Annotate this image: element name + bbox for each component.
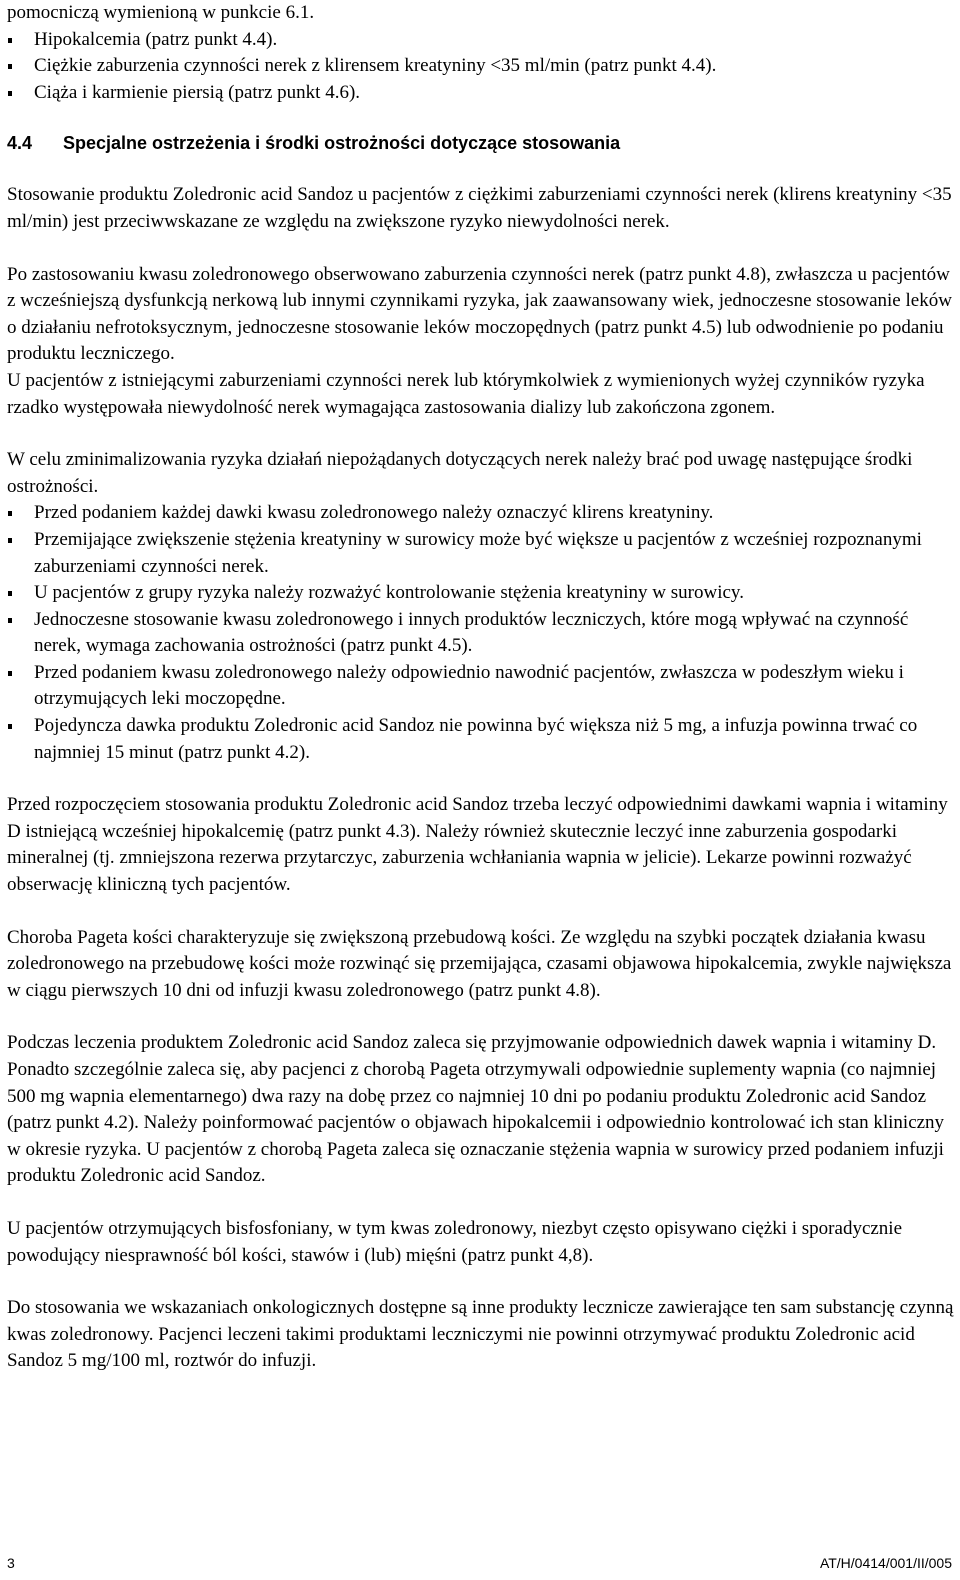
document-page: [7, 0, 955, 1375]
paragraph: U pacjentów z istniejącymi zaburzeniami czynności nerek lub którymkolwiek z wymienionych wyżej czynników ryzyka rzadko występowała niewydolność nerek wymagająca zastosowania dializy lub zakończona zgonem.: [7, 369, 925, 418]
paragraph: U pacjentów otrzymujących bisfosfoniany, w tym kwas zoledronowy, niezbyt często opisywano ciężki i sporadycznie powodujący niesprawność ból kości, stawów i (lub) mięśni (patrz punkt 4,8).: [7, 1217, 903, 1266]
paragraph: Choroba Pageta kości charakteryzuje się zwiększoną przebudową kości. Ze względu na szybki początek działania kwasu zoledronowego na przebudowę kości może rozwinąć się przemijająca, czasami objawowa hipokalcemia, zwykle największa w ciągu pierwszych 10 dni od infuzji kwasu zoledronowego (patrz punkt 4.8).: [7, 926, 952, 1001]
list-item: U pacjentów z grupy ryzyka należy rozważyć kontrolowanie stężenia kreatyniny w surowicy.: [7, 580, 955, 607]
list-item: Jednoczesne stosowanie kwasu zoledronowego i innych produktów leczniczych, które mogą wpływać na czynność nerek, wymaga zachowania ostrożności (patrz punkt 4.5).: [7, 607, 955, 660]
section-heading: [7, 130, 955, 156]
page-number: 3: [7, 1555, 15, 1571]
paragraph: Stosowanie produktu Zoledronic acid Sandoz u pacjentów z ciężkimi zaburzeniami czynności nerek (klirens kreatyniny <35 ml/min) jest przeciwwskazane ze względu na zwiększone ryzyko niewydolności nerek.: [7, 184, 952, 232]
continuation-text: pomocniczą wymienioną w punkcie 6.1.: [7, 2, 315, 23]
paragraph: Podczas leczenia produktem Zoledronic acid Sandoz zaleca się przyjmowanie odpowiednich dawek wapnia i witaminy D. Ponadto szczególnie zaleca się, aby pacjenci z chorobą Pageta otrzymywali odpowiednie suplementy wapnia (co najmniej 500 mg wapnia elementarnego) dwa razy na dobę przez co najmniej 10 dni po podaniu produktu Zoledronic acid Sandoz (patrz punkt 4.2). Należy poinformować pacjentów o objawach hipokalcemii i odpowiednio kontrolować ich stan kliniczny w okresie ryzyka. U pacjentów z chorobą Pageta zaleca się oznaczanie stężenia wapnia w surowicy przed podaniem infuzji produktu Zoledronic acid Sandoz.: [7, 1032, 945, 1187]
list-item: Przed podaniem każdej dawki kwasu zoledronowego należy oznaczyć klirens kreatyniny.: [7, 500, 955, 527]
paragraph: Przed rozpoczęciem stosowania produktu Zoledronic acid Sandoz trzeba leczyć odpowiednimi dawkami wapnia i witaminy D istniejącą wcześniej hipokalcemię (patrz punkt 4.3). Należy również skutecznie leczyć inne zaburzenia gospodarki mineralnej (tj. zmniejszona rezerwa przytarczyc, zaburzenia wchłaniania wapnia w jelicie). Lekarze powinni rozważyć obserwację kliniczną tych pacjentów.: [7, 794, 948, 896]
list-item: Przemijające zwiększenie stężenia kreatyniny w surowicy może być większe u pacjentów z wcześniej rozpoznanymi zaburzeniami czynności nerek.: [7, 527, 955, 580]
section-number: 4.4: [7, 133, 33, 154]
list-item: Przed podaniem kwasu zoledronowego należy odpowiednio nawodnić pacjentów, zwłaszcza w podeszłym wieku i otrzymujących leki moczopędne.: [7, 660, 955, 713]
precautions-list: [7, 500, 955, 766]
paragraph: Po zastosowaniu kwasu zoledronowego obserwowano zaburzenia czynności nerek (patrz punkt 4.8), zwłaszcza u pacjentów z wcześniejszą dysfunkcją nerkową lub innymi czynnikami ryzyka, jak zaawansowany wiek, jednoczesne stosowanie leków o działaniu nefrotoksycznym, jednoczesne stosowanie leków moczopędnych (patrz punkt 4.5) lub odwodnienie po podaniu produktu leczniczego.: [7, 263, 952, 365]
list-item: Ciężkie zaburzenia czynności nerek z klirensem kreatyniny <35 ml/min (patrz punkt 4.4).: [7, 53, 955, 80]
list-item: Hipokalcemia (patrz punkt 4.4).: [7, 27, 955, 54]
list-item: Pojedyncza dawka produktu Zoledronic acid Sandoz nie powinna być większa niż 5 mg, a infuzja powinna trwać co najmniej 15 minut (patrz punkt 4.2).: [7, 713, 955, 766]
paragraph: Do stosowania we wskazaniach onkologicznych dostępne są inne produkty lecznicze zawierające ten sam substancję czynną kwas zoledronowy. Pacjenci leczeni takimi produktami leczniczymi nie powinni otrzymywać produktu Zoledronic acid Sandoz 5 mg/100 ml, roztwór do infuzji.: [7, 1297, 954, 1372]
contraindication-list: [7, 27, 955, 107]
section-title: Specjalne ostrzeżenia i środki ostrożności dotyczące stosowania: [63, 133, 621, 154]
document-code: AT/H/0414/001/II/005: [819, 1555, 952, 1571]
list-item: Ciąża i karmienie piersią (patrz punkt 4.6).: [7, 80, 955, 107]
paragraph: W celu zminimalizowania ryzyka działań niepożądanych dotyczących nerek należy brać pod uwagę następujące środki ostrożności.: [7, 449, 913, 497]
page-footer: [0, 1546, 960, 1572]
